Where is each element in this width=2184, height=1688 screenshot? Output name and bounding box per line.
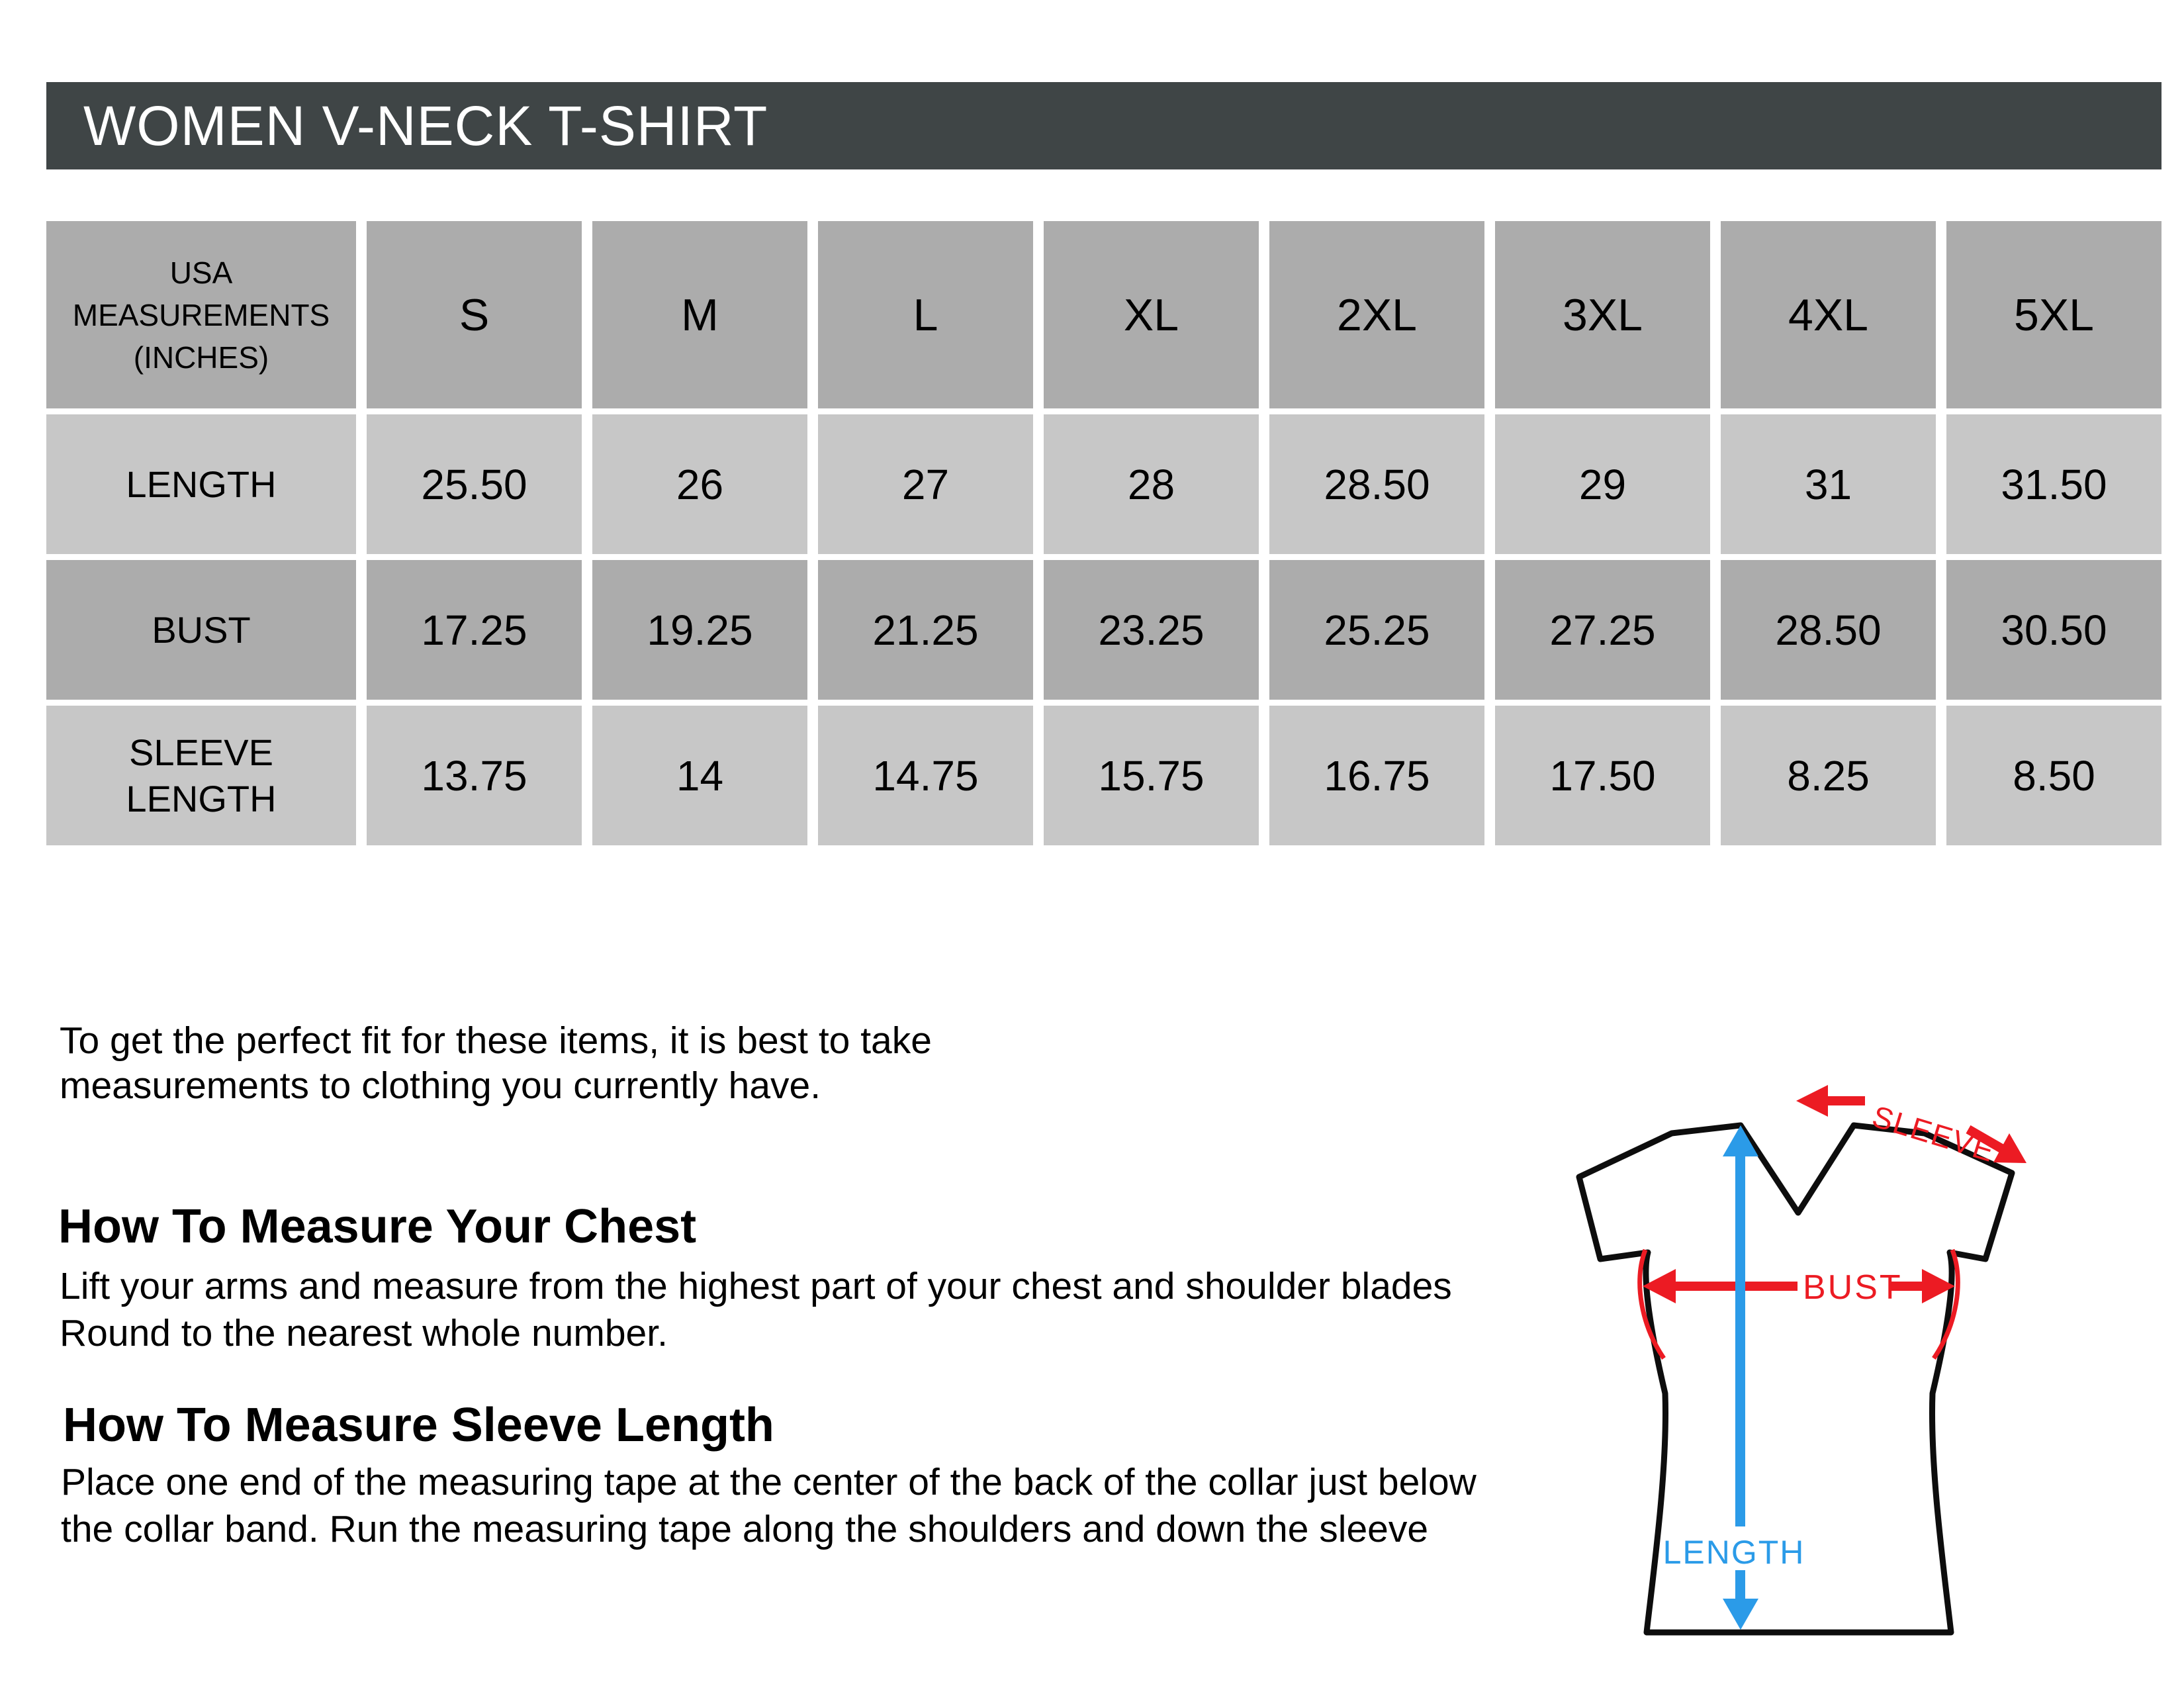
size-table [46, 221, 2161, 845]
chest-body-line-2: Round to the nearest whole number. [60, 1312, 668, 1354]
sleeve-value-2xl: 16.75 [1269, 706, 1484, 845]
bust-value-4xl: 28.50 [1721, 560, 1936, 700]
sleeve-value-5xl: 8.50 [1946, 706, 2161, 845]
length-value-5xl: 31.50 [1946, 414, 2161, 554]
chest-section-body [60, 1263, 1452, 1357]
tshirt-measurement-diagram [1522, 1059, 2184, 1688]
length-value-xl: 28 [1044, 414, 1259, 554]
chest-body-line-1: Lift your arms and measure from the highest part of your chest and shoulder blades [60, 1265, 1452, 1307]
size-header-3xl: 3XL [1495, 221, 1710, 408]
sleeve-value-l: 14.75 [818, 706, 1033, 845]
row-label-bust: BUST [46, 560, 356, 700]
size-header-s: S [367, 221, 582, 408]
title-bar [46, 82, 2161, 169]
sleeve-value-s: 13.75 [367, 706, 582, 845]
page-title: WOMEN V-NECK T-SHIRT [83, 94, 768, 157]
bust-value-l: 21.25 [818, 560, 1033, 700]
bust-label: BUST [1803, 1268, 1903, 1307]
bust-value-5xl: 30.50 [1946, 560, 2161, 700]
length-value-l: 27 [818, 414, 1033, 554]
size-header-m: M [592, 221, 807, 408]
sleeve-value-3xl: 17.50 [1495, 706, 1710, 845]
size-header-2xl: 2XL [1269, 221, 1484, 408]
bust-value-m: 19.25 [592, 560, 807, 700]
bust-value-3xl: 27.25 [1495, 560, 1710, 700]
corner-header-label: USA MEASUREMENTS (INCHES) [72, 255, 330, 375]
intro-text [60, 1018, 932, 1108]
bust-value-xl: 23.25 [1044, 560, 1259, 700]
row-label-sleeve-length: SLEEVE LENGTH [46, 706, 356, 845]
size-header-xl: XL [1044, 221, 1259, 408]
length-label: LENGTH [1662, 1534, 1805, 1571]
intro-line-2: measurements to clothing you currently have. [60, 1064, 821, 1107]
sleeve-value-4xl: 8.25 [1721, 706, 1936, 845]
size-header-5xl: 5XL [1946, 221, 2161, 408]
size-header-l: L [818, 221, 1033, 408]
sleeve-body-line-1: Place one end of the measuring tape at the center of the back of the collar just below [61, 1461, 1477, 1503]
length-value-4xl: 31 [1721, 414, 1936, 554]
intro-line-1: To get the perfect fit for these items, it is best to take [60, 1019, 932, 1062]
length-value-2xl: 28.50 [1269, 414, 1484, 554]
sleeve-section-heading: How To Measure Sleeve Length [63, 1399, 774, 1452]
bust-value-2xl: 25.25 [1269, 560, 1484, 700]
length-value-3xl: 29 [1495, 414, 1710, 554]
sleeve-value-xl: 15.75 [1044, 706, 1259, 845]
sleeve-value-m: 14 [592, 706, 807, 845]
sleeve-section-body [61, 1459, 1477, 1553]
chest-section-heading: How To Measure Your Chest [58, 1200, 697, 1253]
row-label-length: LENGTH [46, 414, 356, 554]
length-value-m: 26 [592, 414, 807, 554]
bust-value-s: 17.25 [367, 560, 582, 700]
corner-header-cell [46, 221, 356, 408]
size-header-4xl: 4XL [1721, 221, 1936, 408]
sleeve-body-line-2: the collar band. Run the measuring tape along the shoulders and down the sleeve [61, 1508, 1429, 1550]
sleeve-label: SLEEVE [1868, 1098, 1999, 1169]
length-value-s: 25.50 [367, 414, 582, 554]
